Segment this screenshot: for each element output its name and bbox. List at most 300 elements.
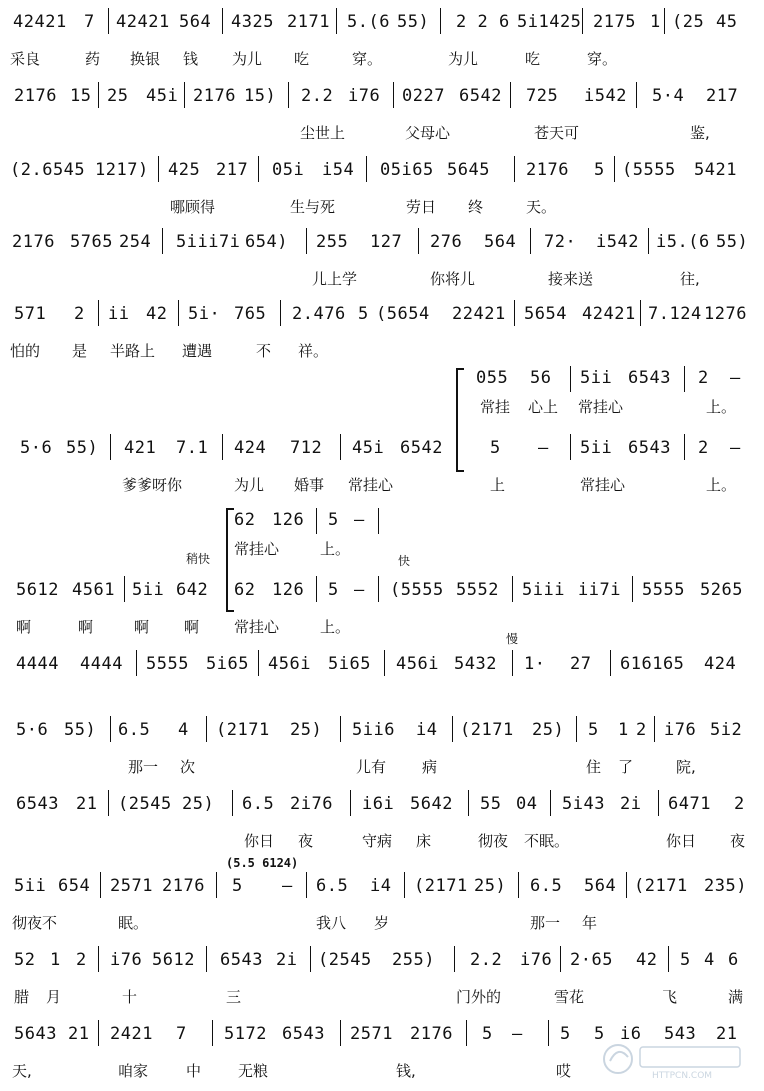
lyric: 腊 — [14, 988, 30, 1006]
lyric: 哎 — [556, 1062, 572, 1080]
lyric: 你日 — [244, 832, 275, 850]
barline — [658, 790, 659, 816]
lyric: 常挂心 — [234, 618, 280, 636]
note: 5ii6 — [352, 720, 395, 740]
barline — [222, 8, 223, 34]
note: 25) — [532, 720, 565, 740]
note: 5iii7i — [176, 232, 241, 252]
lyric: 年 — [582, 914, 598, 932]
barline — [418, 228, 419, 254]
note: 42421 — [116, 12, 170, 32]
lyric: 采良 — [10, 50, 41, 68]
lyric: 儿有 — [356, 758, 387, 776]
note: 55) — [716, 232, 749, 252]
note: 7.124 — [648, 304, 702, 324]
barline — [452, 716, 453, 742]
note: 642 — [176, 580, 209, 600]
barline — [306, 872, 307, 898]
note: 1 — [650, 12, 661, 32]
note: 21 — [76, 794, 98, 814]
note: 2 2 6 — [456, 12, 510, 32]
lyric: 常挂心 — [580, 476, 626, 494]
barline — [350, 790, 351, 816]
barline — [288, 82, 289, 108]
note: 425 — [168, 160, 201, 180]
note: (2545 — [118, 794, 172, 814]
barline — [610, 650, 611, 676]
barline — [336, 8, 337, 34]
lyric: 彻夜 — [478, 832, 509, 850]
barline — [582, 8, 583, 34]
barline — [110, 434, 111, 460]
lyric: 常挂心 — [348, 476, 394, 494]
barline — [316, 576, 317, 602]
barline — [614, 156, 615, 182]
barline — [512, 650, 513, 676]
note: 5i65 — [206, 654, 249, 674]
barline — [668, 946, 669, 972]
lyric: 住 — [586, 758, 602, 776]
note: 5i· — [188, 304, 221, 324]
note: 1276 — [704, 304, 747, 324]
barline — [530, 228, 531, 254]
note: 5·6 — [16, 720, 49, 740]
barline — [98, 946, 99, 972]
tempo-mark: 快 — [398, 554, 411, 568]
barline — [340, 434, 341, 460]
lyric: 常挂心 — [234, 540, 280, 558]
note: 4 — [178, 720, 189, 740]
lyric: 月 — [46, 988, 62, 1006]
note: 4325 — [231, 12, 274, 32]
lyric: 不眠。 — [524, 832, 570, 850]
note: — — [538, 438, 549, 458]
lyric: 怕的 — [10, 342, 41, 360]
note: 217 — [706, 86, 739, 106]
note: 5552 — [456, 580, 499, 600]
lyric: 那一 — [530, 914, 561, 932]
note: 654) — [245, 232, 288, 252]
lyric: 婚事 — [294, 476, 325, 494]
lyric: 上。 — [706, 476, 737, 494]
note: 25) — [182, 794, 215, 814]
barline — [518, 872, 519, 898]
note: 2171 — [287, 12, 330, 32]
note: 6.5 — [242, 794, 275, 814]
note: 5 — [328, 510, 339, 530]
note: 15) — [244, 86, 277, 106]
lyric: 夜 — [298, 832, 314, 850]
note: 72· — [544, 232, 577, 252]
barline — [393, 82, 394, 108]
note: 42421 — [13, 12, 67, 32]
note: i76 — [110, 950, 143, 970]
note: 5i1425 — [517, 12, 582, 32]
note: i6 — [620, 1024, 642, 1044]
note: 56 — [530, 368, 552, 388]
note: 25) — [290, 720, 323, 740]
lyric: 三 — [226, 988, 242, 1006]
note: 255 — [316, 232, 349, 252]
note: 42 — [146, 304, 168, 324]
lyric: 常挂心 — [578, 398, 624, 416]
lyric: 穿。 — [587, 50, 618, 68]
note: 55) — [397, 12, 430, 32]
note: 2421 — [110, 1024, 153, 1044]
note: 5 — [560, 1024, 571, 1044]
note: 126 — [272, 580, 305, 600]
note: 6543 — [16, 794, 59, 814]
note: i54 — [322, 160, 355, 180]
note: 5i43 — [562, 794, 605, 814]
lyric: 院, — [676, 758, 696, 776]
lyric: 是 — [72, 342, 88, 360]
note: 5654 — [524, 304, 567, 324]
note: 564 — [484, 232, 517, 252]
note: 276 — [430, 232, 463, 252]
barline — [514, 300, 515, 326]
note: 6542 — [400, 438, 443, 458]
note: 2571 — [110, 876, 153, 896]
lyric: 啊 — [78, 618, 94, 636]
note: 45 — [716, 12, 738, 32]
note: (2171 — [216, 720, 270, 740]
note: 2176 — [12, 232, 55, 252]
lyric: 钱 — [183, 50, 199, 68]
note: 456i — [268, 654, 311, 674]
note: 765 — [234, 304, 267, 324]
barline — [664, 8, 665, 34]
barline — [206, 716, 207, 742]
note: (2171 — [634, 876, 688, 896]
grace-annotation: (5.5 6124) — [226, 856, 299, 870]
barline — [222, 434, 223, 460]
lyric: 天, — [12, 1062, 32, 1080]
barline — [258, 650, 259, 676]
barline — [136, 650, 137, 676]
lyric: 门外的 — [456, 988, 502, 1006]
lyric: 换银 — [130, 50, 161, 68]
barline — [512, 576, 513, 602]
barline — [378, 576, 379, 602]
note: 055 — [476, 368, 509, 388]
lyric: 咱家 — [118, 1062, 149, 1080]
note: i4 — [370, 876, 392, 896]
note: 5265 — [700, 580, 743, 600]
lyric: 常挂 — [480, 398, 511, 416]
note: (5654 — [376, 304, 430, 324]
note: 5172 — [224, 1024, 267, 1044]
lyric: 岁 — [374, 914, 390, 932]
note: 5·6 — [20, 438, 53, 458]
note: (2171 — [414, 876, 468, 896]
barline — [316, 508, 317, 534]
barline — [570, 366, 571, 392]
lyric: 为儿 — [232, 50, 263, 68]
note: 5 — [594, 1024, 605, 1044]
barline — [632, 576, 633, 602]
note: 5ii — [580, 438, 613, 458]
barline — [404, 872, 405, 898]
note: 5 — [680, 950, 691, 970]
note: 4561 — [72, 580, 115, 600]
note: 55) — [66, 438, 99, 458]
lyric: 为儿 — [448, 50, 479, 68]
note: 04 — [516, 794, 538, 814]
note: 2 — [636, 720, 647, 740]
note: 564 — [584, 876, 617, 896]
barline — [548, 1020, 549, 1046]
note: i76 — [348, 86, 381, 106]
lyric: 尘世上 — [300, 124, 346, 142]
barline — [440, 8, 441, 34]
lyric: 床 — [416, 832, 432, 850]
lyric: 哪顾得 — [170, 198, 216, 216]
barline — [100, 872, 101, 898]
note: 2i — [276, 950, 298, 970]
barline — [108, 8, 109, 34]
note: — — [512, 1024, 523, 1044]
lyric: 彻夜不 — [12, 914, 58, 932]
lyric: 为儿 — [234, 476, 265, 494]
barline — [98, 82, 99, 108]
note: 5ii — [132, 580, 165, 600]
note: 2.2 — [301, 86, 334, 106]
lyric: 眠。 — [118, 914, 149, 932]
note: 4 — [704, 950, 715, 970]
lyric: 钱, — [396, 1062, 416, 1080]
lyric: 半路上 — [110, 342, 156, 360]
barline — [232, 790, 233, 816]
note: 5642 — [410, 794, 453, 814]
lyric: 啊 — [16, 618, 32, 636]
note: (25 — [672, 12, 705, 32]
note: 424 — [704, 654, 737, 674]
note: 15 — [70, 86, 92, 106]
lyric: 啊 — [134, 618, 150, 636]
note: 654 — [58, 876, 91, 896]
lyric: 爹爹呀你 — [122, 476, 183, 494]
barline — [560, 946, 561, 972]
lyric: 上。 — [320, 618, 351, 636]
barline — [366, 156, 367, 182]
barline — [98, 1020, 99, 1046]
barline — [206, 946, 207, 972]
barline — [576, 716, 577, 742]
note: 1217) — [95, 160, 149, 180]
note: 5421 — [694, 160, 737, 180]
lyric: 吃 — [525, 50, 541, 68]
note: 6471 — [668, 794, 711, 814]
barline — [454, 946, 455, 972]
lyric: 飞 — [662, 988, 678, 1006]
barline — [384, 650, 385, 676]
note: 21 — [68, 1024, 90, 1044]
lyric: 往, — [680, 270, 700, 288]
barline — [378, 508, 379, 534]
note: (5555 — [622, 160, 676, 180]
barline — [648, 228, 649, 254]
barline — [636, 82, 637, 108]
note: — — [730, 368, 741, 388]
note: (2545 — [318, 950, 372, 970]
note: i542 — [596, 232, 639, 252]
note: 5 — [232, 876, 243, 896]
note: (5555 — [390, 580, 444, 600]
note: 2175 — [593, 12, 636, 32]
note: 2 — [74, 304, 85, 324]
note: 62 — [234, 580, 256, 600]
note: 564 — [179, 12, 212, 32]
note: 05i — [272, 160, 305, 180]
lyric: 劳日 — [406, 198, 437, 216]
lyric: 心上 — [528, 398, 559, 416]
barline — [340, 1020, 341, 1046]
note: 1 — [50, 950, 61, 970]
barline — [510, 82, 511, 108]
note: 2176 — [14, 86, 57, 106]
lyric: 满 — [728, 988, 744, 1006]
note: 5612 — [16, 580, 59, 600]
barline — [466, 1020, 467, 1046]
note: 7 — [176, 1024, 187, 1044]
note: 5 — [358, 304, 369, 324]
note: 6542 — [459, 86, 502, 106]
barline — [654, 716, 655, 742]
note: 21 — [716, 1024, 738, 1044]
note: 7 — [84, 12, 95, 32]
note: 5 — [588, 720, 599, 740]
note: ii — [108, 304, 130, 324]
barline — [684, 434, 685, 460]
note: 5 — [482, 1024, 493, 1044]
tempo-mark: 慢 — [506, 632, 519, 646]
lyric: 生与死 — [290, 198, 336, 216]
barline — [514, 156, 515, 182]
note: 424 — [234, 438, 267, 458]
lyric: 天。 — [526, 198, 557, 216]
note: 42 — [636, 950, 658, 970]
watermark-logo — [596, 1037, 756, 1087]
note: 2 — [698, 438, 709, 458]
note: 2·65 — [570, 950, 613, 970]
note: 6 — [728, 950, 739, 970]
note: 5·4 — [652, 86, 685, 106]
note: 55) — [64, 720, 97, 740]
lyric: 次 — [180, 758, 196, 776]
note: 5612 — [152, 950, 195, 970]
note: 5555 — [642, 580, 685, 600]
barline — [124, 576, 125, 602]
barline — [684, 366, 685, 392]
note: 255) — [392, 950, 435, 970]
note: 5643 — [14, 1024, 57, 1044]
lyric: 我八 — [316, 914, 347, 932]
note: 62 — [234, 510, 256, 530]
note: — — [354, 510, 365, 530]
note: 4444 — [80, 654, 123, 674]
lyric: 父母心 — [405, 124, 451, 142]
note: — — [354, 580, 365, 600]
watermark-text: HTTPCN.COM — [652, 1071, 713, 1081]
note: 05i65 — [380, 160, 434, 180]
note: 4444 — [16, 654, 59, 674]
note: 6543 — [282, 1024, 325, 1044]
barline — [212, 1020, 213, 1046]
note: 45i — [146, 86, 179, 106]
note: 2176 — [526, 160, 569, 180]
lyric: 上 — [490, 476, 506, 494]
note: 5645 — [447, 160, 490, 180]
note: 52 — [14, 950, 36, 970]
barline — [626, 872, 627, 898]
lyric: 上。 — [320, 540, 351, 558]
note: i76 — [664, 720, 697, 740]
note: — — [730, 438, 741, 458]
note: 5i65 — [328, 654, 371, 674]
lyric: 你将儿 — [430, 270, 476, 288]
lyric: 中 — [186, 1062, 202, 1080]
note: 5 — [490, 438, 501, 458]
note: 5ii — [14, 876, 47, 896]
note: 7.1 — [176, 438, 209, 458]
lyric: 你日 — [666, 832, 697, 850]
lyric: 雪花 — [554, 988, 585, 1006]
note: i5.(6 — [656, 232, 710, 252]
note: i4 — [416, 720, 438, 740]
note: 0227 — [402, 86, 445, 106]
lyric: 十 — [122, 988, 138, 1006]
barline — [162, 228, 163, 254]
note: 2 — [76, 950, 87, 970]
lyric: 守病 — [362, 832, 393, 850]
note: 616165 — [620, 654, 685, 674]
barline — [110, 716, 111, 742]
lyric: 药 — [85, 50, 101, 68]
note: 5ii — [580, 368, 613, 388]
note: 2i — [620, 794, 642, 814]
note: 543 — [664, 1024, 697, 1044]
note: 55 — [480, 794, 502, 814]
note: 456i — [396, 654, 439, 674]
lyric: 吃 — [294, 50, 310, 68]
barline — [306, 228, 307, 254]
note: (2.6545 — [10, 160, 86, 180]
barline — [178, 300, 179, 326]
note: 5iii — [522, 580, 565, 600]
note: 5 — [594, 160, 605, 180]
lyric: 那一 — [128, 758, 159, 776]
note: 2.476 — [292, 304, 346, 324]
lyric: 无粮 — [238, 1062, 269, 1080]
note: 22421 — [452, 304, 506, 324]
note: 25) — [474, 876, 507, 896]
note: 5i2 — [710, 720, 743, 740]
barline — [468, 790, 469, 816]
lyric: 穿。 — [352, 50, 383, 68]
lyric: 儿上学 — [312, 270, 358, 288]
note: 2 — [734, 794, 745, 814]
note: 5 — [328, 580, 339, 600]
lyric: 病 — [422, 758, 438, 776]
barline — [310, 946, 311, 972]
barline — [158, 156, 159, 182]
note: 6.5 — [316, 876, 349, 896]
note: 126 — [272, 510, 305, 530]
barline — [280, 300, 281, 326]
barline — [216, 872, 217, 898]
note: 6.5 — [118, 720, 151, 740]
